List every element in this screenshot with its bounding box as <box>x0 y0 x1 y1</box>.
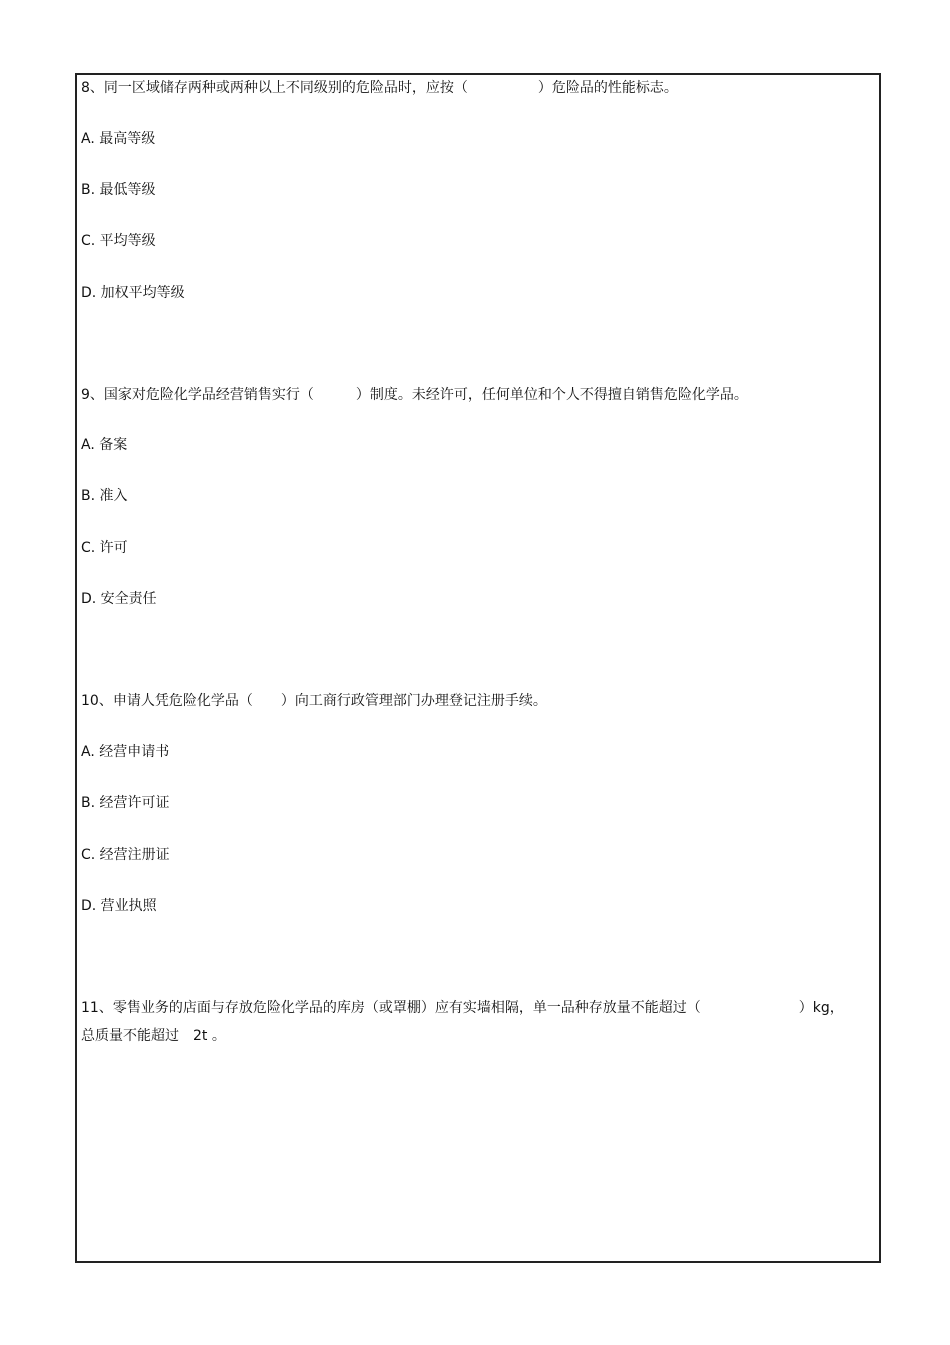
question-9-stem: 9、国家对危险化学品经营销售实行（ ）制度。未经许可，任何单位和个人不得擅自销售危险化学品。 <box>81 387 748 403</box>
question-10-option-d: D. 营业执照 <box>81 898 157 914</box>
question-10-option-b: B. 经营许可证 <box>81 795 170 811</box>
question-9-option-d: D. 安全责任 <box>81 591 157 607</box>
question-9-option-b: B. 准入 <box>81 488 128 504</box>
question-9-option-c: C. 许可 <box>81 540 128 556</box>
question-10-stem: 10、申请人凭危险化学品（ ）向工商行政管理部门办理登记注册手续。 <box>81 693 547 709</box>
question-8-option-d: D. 加权平均等级 <box>81 285 185 301</box>
question-10-option-a: A. 经营申请书 <box>81 744 170 760</box>
question-8-option-a: A. 最高等级 <box>81 131 156 147</box>
question-8-option-b: B. 最低等级 <box>81 182 156 198</box>
question-10-option-c: C. 经营注册证 <box>81 847 170 863</box>
question-8-option-c: C. 平均等级 <box>81 233 156 249</box>
question-9-option-a: A. 备案 <box>81 437 128 453</box>
question-8-stem: 8、同一区域储存两种或两种以上不同级别的危险品时，应按（ ）危险品的性能标志。 <box>81 80 678 96</box>
question-11-stem-line-1: 11、零售业务的店面与存放危险化学品的库房（或罩棚）应有实墙相隔，单一品种存放量不能超过（ ）kg， <box>81 1000 844 1016</box>
question-table-frame <box>75 73 881 1263</box>
question-11-stem-line-2: 总质量不能超过 2t 。 <box>81 1028 226 1044</box>
